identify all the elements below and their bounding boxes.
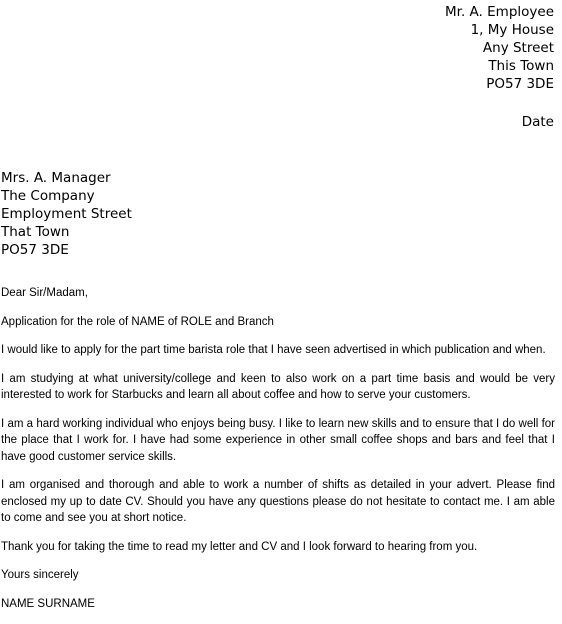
recipient-address-line: Employment Street <box>1 206 132 222</box>
sender-address-line: Any Street <box>482 40 554 56</box>
sender-postcode: PO57 3DE <box>486 76 554 92</box>
recipient-address-line: That Town <box>1 224 70 240</box>
body-paragraph: I am studying at what university/college and keen to also work on a part time basis and would be very interested to work for Starbucks and learn all about coffee and how to serve your customers. <box>1 372 555 401</box>
recipient-address <box>1 169 132 259</box>
sender-address-line: 1, My House <box>470 22 554 38</box>
body-paragraph: Thank you for taking the time to read my letter and CV and I look forward to hearing from you. <box>1 540 478 553</box>
recipient-name: Mrs. A. Manager <box>1 170 111 186</box>
salutation: Dear Sir/Madam, <box>1 287 88 299</box>
sender-name: Mr. A. Employee <box>445 4 554 20</box>
letter-date: Date <box>521 114 554 130</box>
signature-name: NAME SURNAME <box>1 597 95 610</box>
recipient-address-line: The Company <box>1 188 95 204</box>
letter-body <box>1 285 555 624</box>
body-paragraph: I would like to apply for the part time barista role that I have seen advertised in which publication and when. <box>1 344 546 356</box>
sender-address <box>445 3 554 93</box>
recipient-postcode: PO57 3DE <box>1 242 69 258</box>
body-paragraph: I am a hard working individual who enjoys being busy. I like to learn new skills and to ensure that I do well for the place that I work for. I have had some experience in other small coffee shops and bars and feel that I have good customer service skills. <box>1 417 555 463</box>
subject-line: Application for the role of NAME of ROLE and Branch <box>1 315 274 328</box>
body-paragraph: I am organised and thorough and able to work a number of shifts as detailed in your advert. Please find enclosed my up to date CV. Should you have any questions please do not hesitate to contact me. I am able to come and see you at short notice. <box>1 479 555 524</box>
sender-address-line: This Town <box>488 58 554 74</box>
closing: Yours sincerely <box>1 569 79 581</box>
